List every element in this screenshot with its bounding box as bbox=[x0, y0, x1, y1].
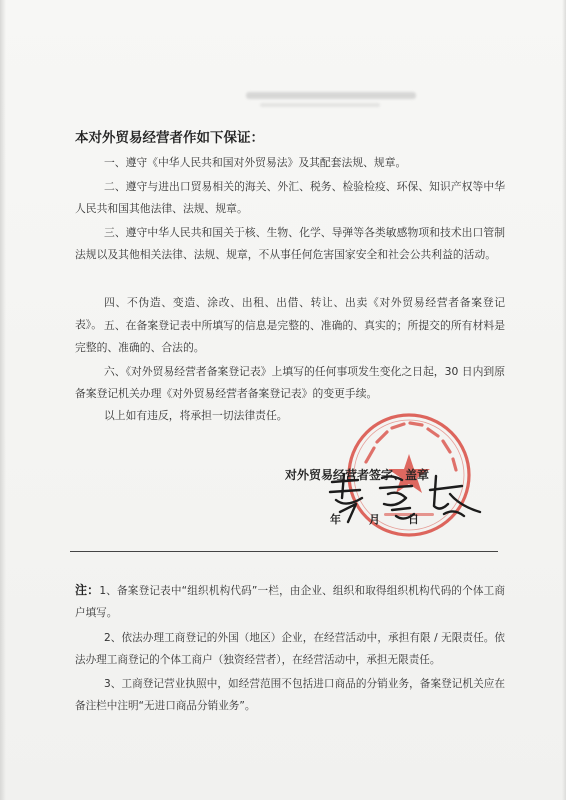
clause-1: 一、遵守《中华人民共和国对外贸易法》及其配套法规、规章。 bbox=[104, 156, 407, 169]
signer-label: 对外贸易经营者签字、盖章 bbox=[285, 468, 430, 482]
scan-edge-left bbox=[0, 0, 6, 800]
scan-edge-right bbox=[562, 0, 566, 800]
date-year-label: 年 bbox=[330, 513, 341, 526]
page-heading: 本对外贸易经营者作如下保证： bbox=[75, 130, 264, 146]
clause-4: 四、不伪造、变造、涂改、出租、出借、转让、出卖《对外贸易经营者备案登记表》。 bbox=[75, 296, 505, 331]
date-line bbox=[330, 511, 447, 527]
clause-5: 五、在备案登记表中所填写的信息是完整的、准确的、真实的；所提交的所有材料是完整的、准确的、合法的。 bbox=[75, 319, 505, 354]
note-1-text: 1、备案登记表中“组织机构代码”一栏，由企业、组织和取得组织机构代码的个体工商户填写。 bbox=[75, 585, 505, 619]
section-divider bbox=[70, 551, 498, 552]
note-1 bbox=[75, 579, 505, 624]
clause-6: 六、《对外贸易经营者备案登记表》上填写的任何事项发生变化之日起，30 日内到原备案登记机关办理《对外贸易经营者备案登记表》的变更手续。 bbox=[75, 365, 505, 400]
date-day-label: 日 bbox=[408, 513, 419, 526]
clause-3: 三、遵守中华人民共和国关于核、生物、化学、导弹等各类敏感物项和技术出口管制法规以及其他相关法律、法规、规章，不从事任何危害国家安全和社会公共利益的活动。 bbox=[75, 226, 505, 261]
note-label: 注： bbox=[75, 583, 100, 597]
liability-statement: 以上如有违反，将承担一切法律责任。 bbox=[104, 409, 288, 422]
bleed-through-mark bbox=[230, 82, 420, 112]
note-2: 2、依法办理工商登记的外国（地区）企业，在经营活动中，承担有限 / 无限责任。依法办理工商登记的个体工商户（独资经营者），在经营活动中，承担无限责任。 bbox=[75, 632, 505, 666]
date-month-label: 月 bbox=[369, 513, 380, 526]
note-3: 3、工商登记营业执照中，如经营范围不包括进口商品的分销业务，备案登记机关应在备注栏中注明“无进口商品分销业务”。 bbox=[75, 678, 505, 712]
clause-2: 二、遵守与进出口贸易相关的海关、外汇、税务、检验检疫、环保、知识产权等中华人民共和国其他法律、法规、规章。 bbox=[75, 180, 505, 215]
